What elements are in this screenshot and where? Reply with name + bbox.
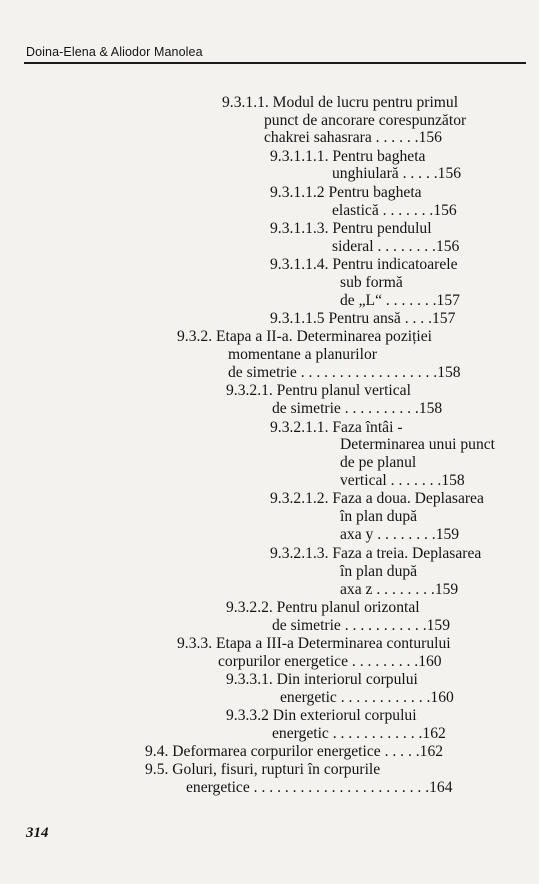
toc-line: sub formă: [340, 274, 403, 291]
toc-line: 9.3.3.2 Din exteriorul corpului: [226, 707, 417, 724]
toc-line: elastică . . . . . . .156: [332, 202, 457, 219]
toc-line: 9.3.1.1.2 Pentru bagheta: [270, 184, 422, 201]
toc-line: 9.3.2.1.2. Faza a doua. Deplasarea: [270, 490, 484, 507]
toc-line: 9.3.1.1.1. Pentru bagheta: [270, 148, 426, 165]
toc-line: 9.3.2. Etapa a II-a. Determinarea poziției: [177, 328, 433, 345]
toc-line: 9.3.2.1.3. Faza a treia. Deplasarea: [270, 545, 482, 562]
toc-line: 9.3.2.1.1. Faza întâi -: [270, 419, 403, 436]
toc-line: Determinarea unui punct: [340, 436, 496, 453]
toc-line: unghiulară . . . . .156: [332, 165, 462, 182]
toc-line: axa z . . . . . . . .159: [340, 581, 459, 598]
page-number: 314: [26, 825, 49, 841]
toc-line: energetic . . . . . . . . . . . .160: [280, 689, 454, 706]
toc-line: sideral . . . . . . . .156: [332, 238, 460, 255]
toc-line: 9.3.1.1.5 Pentru ansă . . . .157: [270, 310, 456, 327]
toc-line: de pe planul: [340, 454, 417, 471]
toc-line: 9.3.2.1. Pentru planul vertical: [226, 382, 411, 399]
toc-line: corpurilor energetice . . . . . . . . .160: [218, 653, 442, 670]
toc-line: vertical . . . . . . .158: [340, 472, 465, 489]
toc-line: 9.3.3. Etapa a III-a Determinarea conturului: [177, 635, 451, 652]
toc-line: 9.3.2.2. Pentru planul orizontal: [226, 599, 420, 616]
toc-line: 9.3.1.1.4. Pentru indicatoarele: [270, 256, 458, 273]
toc-line: momentane a planurilor: [228, 346, 377, 363]
toc-line: de simetrie . . . . . . . . . . . . . . . . . .158: [228, 364, 461, 381]
toc-line: 9.5. Goluri, fisuri, rupturi în corpurile: [145, 761, 381, 778]
toc-line: punct de ancorare corespunzător: [264, 112, 467, 129]
toc-line: de simetrie . . . . . . . . . . .159: [272, 617, 451, 634]
toc-line: de simetrie . . . . . . . . . .158: [272, 400, 443, 417]
toc-line: 9.3.3.1. Din interiorul corpului: [226, 671, 418, 688]
running-header-author: Doina-Elena & Aliodor Manolea: [26, 45, 203, 59]
toc-line: 9.3.1.1.3. Pentru pendulul: [270, 220, 432, 237]
toc-line: energetic . . . . . . . . . . . .162: [272, 725, 446, 742]
toc-line: 9.3.1.1. Modul de lucru pentru primul: [222, 94, 459, 111]
toc-line: chakrei sahasrara . . . . . .156: [264, 129, 442, 146]
toc-line: în plan după: [340, 508, 418, 525]
toc-line: în plan după: [340, 563, 418, 580]
toc-line: energetice . . . . . . . . . . . . . . . . . . . . . . .164: [186, 779, 453, 796]
toc-line: 9.4. Deformarea corpurilor energetice . . . . .162: [145, 743, 444, 760]
toc-line: axa y . . . . . . . .159: [340, 526, 460, 543]
toc-line: de „L“ . . . . . . .157: [340, 292, 460, 309]
